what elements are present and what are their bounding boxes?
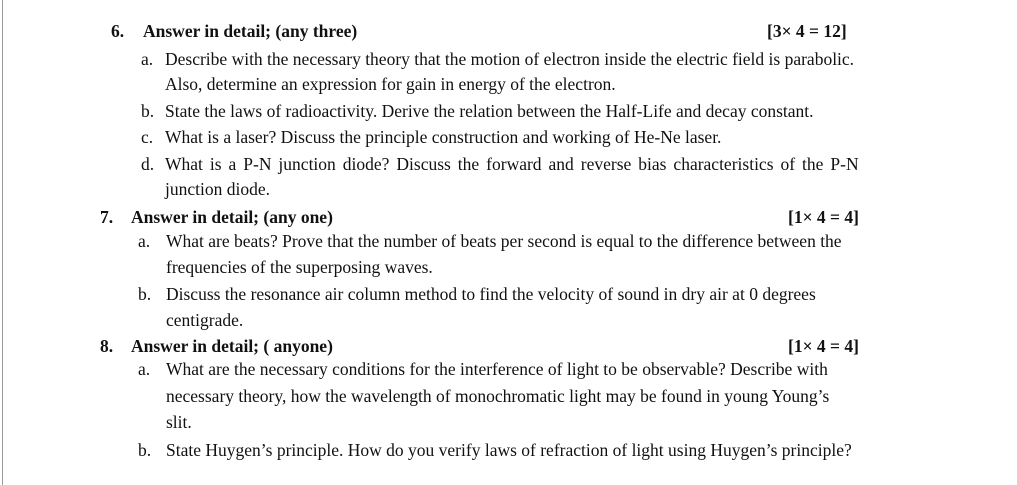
part-text-line: frequencies of the superposing waves.: [166, 257, 433, 277]
part-letter: b.: [138, 440, 152, 460]
part-text-line: What is a P-N junction diode? Discuss the forward and reverse bias characteristics of the P-N: [165, 154, 859, 174]
part-letter: d.: [141, 154, 155, 174]
part-text-line: junction diode.: [165, 179, 270, 199]
part-letter: b.: [141, 101, 155, 121]
part-letter: a.: [141, 49, 154, 69]
part-text-line: What are beats? Prove that the number of beats per second is equal to the difference between the: [166, 231, 842, 251]
part-letter: a.: [138, 231, 151, 251]
part-text-line: State the laws of radioactivity. Derive the relation between the Half-Life and decay constant.: [165, 101, 814, 121]
part-text-line: centigrade.: [166, 310, 244, 330]
part-text-line: Describe with the necessary theory that the motion of electron inside the electric field is parabolic.: [165, 49, 855, 69]
part-letter: c.: [141, 127, 154, 147]
part-text-line: What is a laser? Discuss the principle construction and working of He-Ne laser.: [165, 127, 722, 147]
part-letter: a.: [138, 359, 151, 379]
question-marks: [3× 4 = 12]: [767, 21, 847, 41]
question-number: 6.: [111, 21, 125, 41]
question-number: 8.: [100, 336, 114, 356]
question-number: 7.: [100, 207, 114, 227]
question-title: Answer in detail; ( anyone): [131, 336, 333, 356]
part-text-line: Discuss the resonance air column method to find the velocity of sound in dry air at 0 degrees: [166, 284, 816, 304]
part-text-line: State Huygen’s principle. How do you verify laws of refraction of light using Huygen’s principle?: [166, 440, 852, 460]
part-text-line: Also, determine an expression for gain in energy of the electron.: [165, 74, 616, 94]
question-marks: [1× 4 = 4]: [788, 207, 859, 227]
part-text-line: necessary theory, how the wavelength of monochromatic light may be found in young Young’s: [166, 386, 830, 406]
part-letter: b.: [138, 284, 152, 304]
page-left-border: [2, 0, 3, 485]
question-marks: [1× 4 = 4]: [788, 336, 859, 356]
question-title: Answer in detail; (any one): [131, 207, 333, 227]
question-title: Answer in detail; (any three): [143, 21, 358, 41]
part-text-line: slit.: [166, 412, 192, 432]
part-text-line: What are the necessary conditions for the interference of light to be observable? Describe with: [166, 359, 828, 379]
